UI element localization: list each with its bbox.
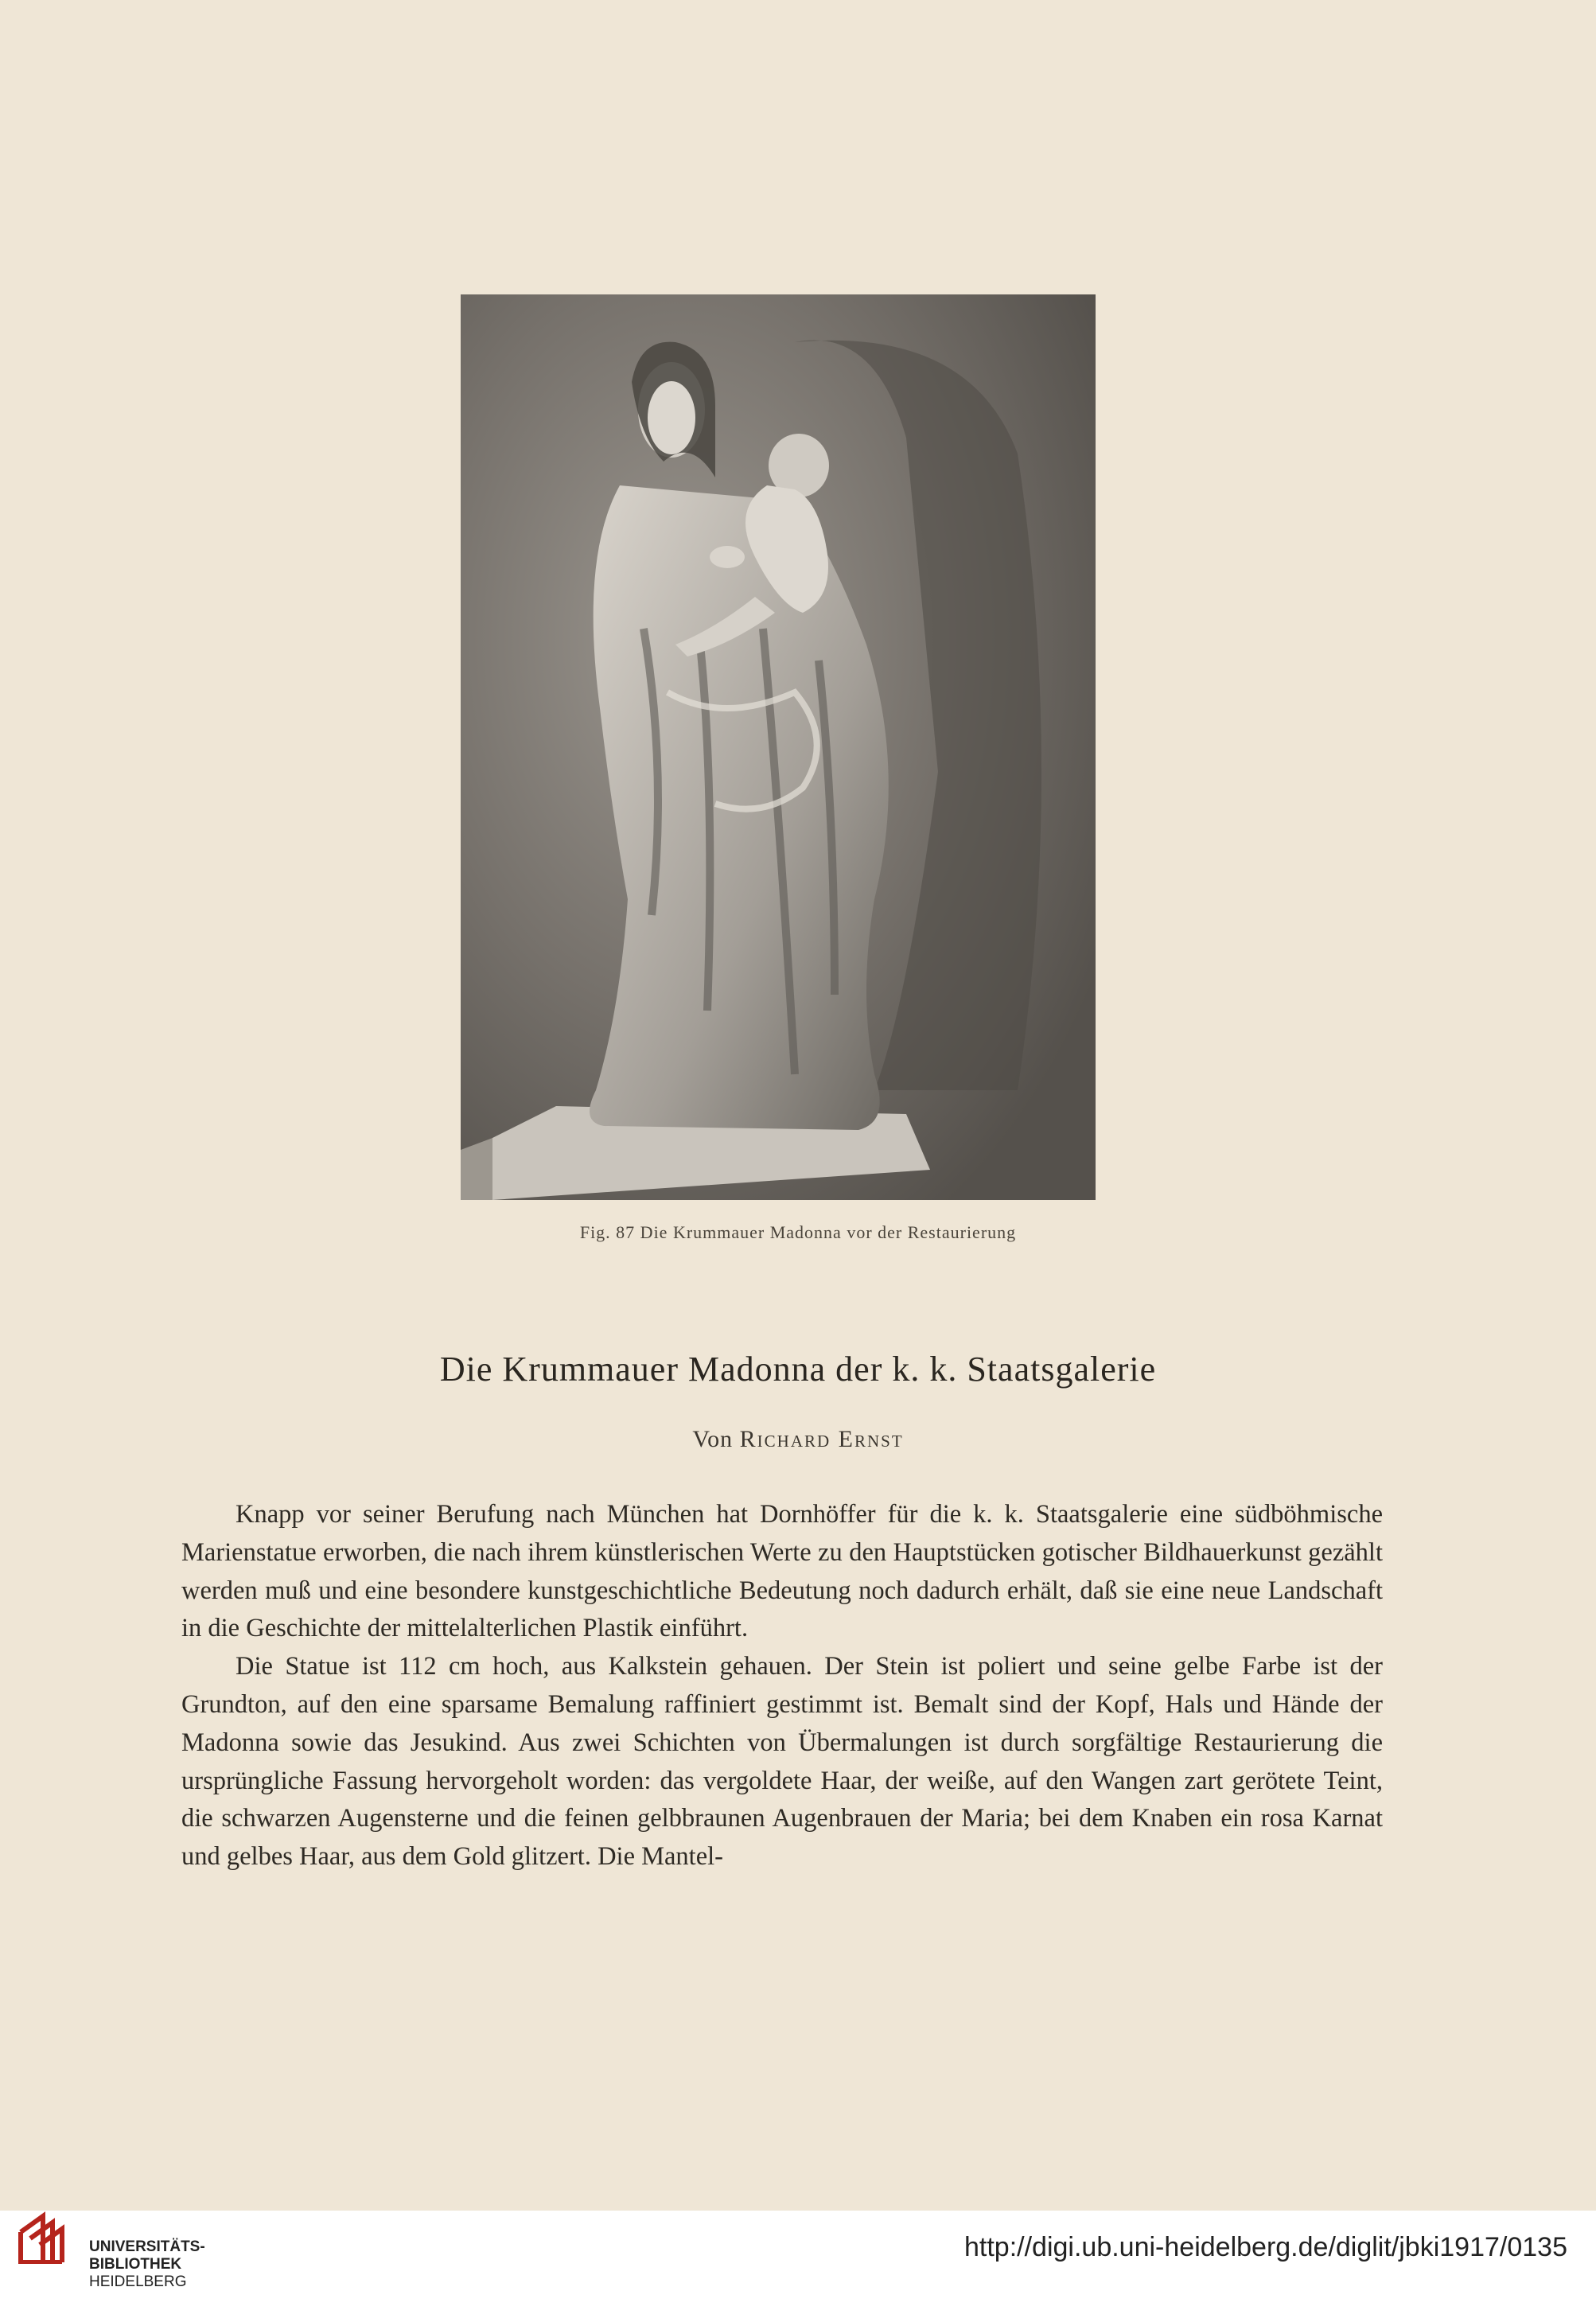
library-name[interactable] xyxy=(89,2238,296,2291)
library-logo-icon[interactable] xyxy=(16,2176,83,2264)
paragraph-1: Knapp vor seiner Berufung nach München hat Dornhöffer für die k. k. Staatsgalerie eine südböhmische Marienstatue erworben, die nach ihrem künstlerischen Werte zu den Hauptstücken gotischer Bildhauerkunst gezählt werden muß und eine besondere kunstgeschichtliche Bedeutung noch dadurch erhält, daß sie eine neue Landschaft in die Geschichte der mittelalterlichen Plastik einführt. xyxy=(181,1500,1383,1643)
madonna-statue-image xyxy=(461,294,1096,1200)
author-name: Richard Ernst xyxy=(739,1426,904,1452)
paragraph-2: Die Statue ist 112 cm hoch, aus Kalkstein gehauen. Der Stein ist poliert und seine gelbe Farbe ist der Grundton, auf den eine sparsame Bemalung raffiniert gestimmt ist. Bemalt sind der Kopf, Hals und Hände der Madonna sowie das Jesukind. Aus zwei Schichten von Übermalungen ist durch sorgfältige Restaurierung die ursprüngliche Fassung hervorgeholt worden: das vergoldete Haar, der weiße, auf den Wangen zart gerötete Teint, die schwarzen Augensterne und die feinen gelbbraunen Augenbrauen der Maria; bei dem Knaben ein rosa Karnat und gelbes Haar, aus dem Gold glitzert. Die Mantel- xyxy=(181,1652,1383,1872)
library-name-line-3: HEIDELBERG xyxy=(89,2273,187,2290)
madonna-photograph xyxy=(461,294,1096,1200)
library-name-line-2: BIBLIOTHEK xyxy=(89,2256,182,2273)
byline xyxy=(0,1426,1596,1453)
article-body xyxy=(181,1496,1383,1876)
figure-caption: Fig. 87 Die Krummauer Madonna vor der Restaurierung xyxy=(579,1222,1017,1242)
library-name-line-1: UNIVERSITÄTS- xyxy=(89,2238,205,2255)
article-title: Die Krummauer Madonna der k. k. Staatsgalerie xyxy=(439,1350,1157,1389)
source-url-link[interactable]: http://digi.ub.uni-heidelberg.de/diglit/jbki1917/0135 xyxy=(964,2232,1567,2262)
byline-prefix: Von xyxy=(692,1426,734,1452)
